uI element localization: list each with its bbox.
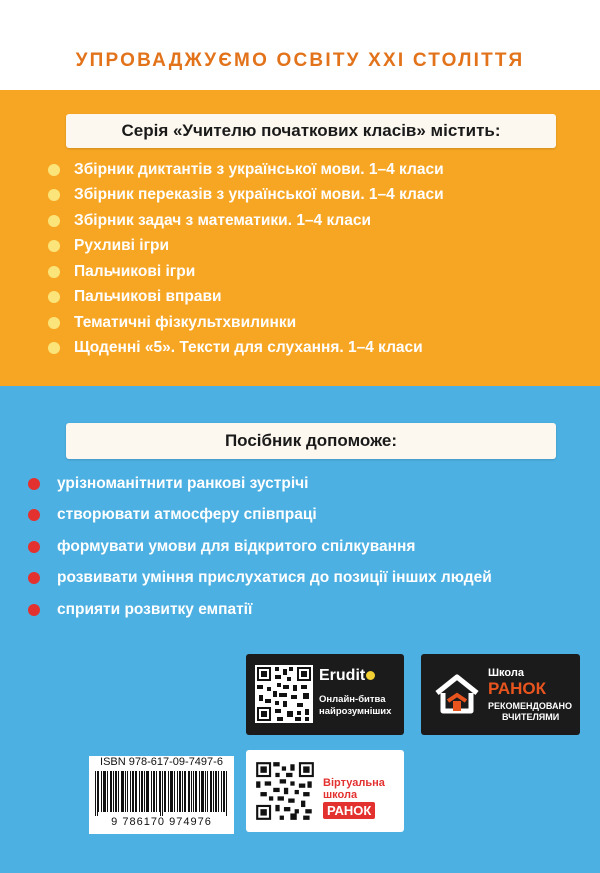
house-logo-icon xyxy=(433,671,481,724)
benefits-list xyxy=(28,468,492,626)
barcode-bar xyxy=(130,771,131,812)
barcode-bar xyxy=(147,771,148,812)
series-list xyxy=(48,157,444,361)
barcode-bar xyxy=(107,771,108,812)
list-item: Збірник переказів з української мови. 1–4 класи xyxy=(48,183,444,209)
bullet-dot-icon xyxy=(28,509,40,521)
barcode-bar xyxy=(211,771,212,812)
barcode-bar xyxy=(203,771,204,812)
barcode-bar xyxy=(180,771,181,812)
barcode-bar xyxy=(182,771,183,812)
virtual-school-label: Віртуальна школа xyxy=(323,777,385,801)
barcode-bar xyxy=(111,771,112,812)
ranok-name: РАНОК xyxy=(488,679,546,698)
series-heading: Серія «Учителю початкових класів» містить: xyxy=(66,114,556,148)
barcode-bar xyxy=(165,771,166,812)
barcode-bar xyxy=(202,771,203,812)
barcode-bar xyxy=(98,771,99,812)
barcode-bar xyxy=(170,771,171,812)
bullet-dot-icon xyxy=(28,478,40,490)
bullet-dot-icon xyxy=(48,317,60,329)
barcode-bar xyxy=(125,771,126,812)
list-item: Пальчикові вправи xyxy=(48,285,444,311)
barcode-bar xyxy=(196,771,197,812)
list-item: створювати атмосферу співпраці xyxy=(28,500,492,532)
barcode-bar xyxy=(103,771,104,812)
list-item: Збірник диктантів з української мови. 1–4 класи xyxy=(48,157,444,183)
barcode-bar xyxy=(113,771,114,812)
barcode-bar xyxy=(221,771,222,812)
barcode-bar xyxy=(154,771,155,812)
barcode-bar xyxy=(121,771,122,812)
barcode-bar xyxy=(184,771,185,812)
barcode-bar xyxy=(193,771,194,812)
barcode-bar xyxy=(174,771,175,812)
qr-code-icon xyxy=(255,665,313,723)
bullet-dot-icon xyxy=(48,291,60,303)
barcode-bar xyxy=(177,771,178,812)
barcode-bar xyxy=(164,771,165,812)
barcode-bar xyxy=(160,771,161,816)
barcode-bar xyxy=(136,771,137,812)
list-item: сприяти розвитку емпатії xyxy=(28,594,492,626)
list-item: розвивати уміння прислухатися до позиції інших людей xyxy=(28,563,492,595)
barcode-bar xyxy=(141,771,142,812)
barcode-bar xyxy=(144,771,145,812)
barcode-bar xyxy=(172,771,173,812)
barcode-bar xyxy=(153,771,154,812)
barcode-bar xyxy=(224,771,225,812)
barcode-bar xyxy=(201,771,202,812)
list-item: Пальчикові ігри xyxy=(48,259,444,285)
barcode-bar xyxy=(142,771,143,812)
bullet-dot-icon xyxy=(28,541,40,553)
barcode-bar xyxy=(207,771,208,812)
barcode-bar xyxy=(132,771,133,812)
erudito-brand: Erudit xyxy=(319,667,375,685)
barcode-bar xyxy=(210,771,211,812)
barcode-bar xyxy=(199,771,200,812)
bullet-dot-icon xyxy=(48,189,60,201)
isbn-text: ISBN 978-617-09-7497-6 xyxy=(100,756,223,768)
barcode-bar xyxy=(179,771,180,812)
bullet-dot-icon xyxy=(48,342,60,354)
benefits-heading: Посібник допоможе: xyxy=(66,423,556,459)
barcode-bar xyxy=(135,771,136,812)
virtual-school-badge xyxy=(246,750,404,832)
barcode-bar xyxy=(139,771,140,812)
barcode-bar xyxy=(218,771,219,812)
barcode-bar xyxy=(185,771,186,812)
barcode-bar xyxy=(195,771,196,812)
list-item: Щоденні «5». Тексти для слухання. 1–4 класи xyxy=(48,336,444,362)
barcode-bar xyxy=(101,771,102,812)
virtual-school-brand: РАНОК xyxy=(323,802,375,819)
barcode-bar xyxy=(104,771,105,812)
barcode-bars-icon xyxy=(95,771,228,816)
barcode-bar xyxy=(133,771,134,812)
bullet-dot-icon xyxy=(48,164,60,176)
list-item: урізноманітнити ранкові зустрічі xyxy=(28,468,492,500)
bullet-dot-icon xyxy=(28,572,40,584)
barcode-bar xyxy=(156,771,157,812)
list-item: Тематичні фізкультхвилинки xyxy=(48,310,444,336)
barcode-bar xyxy=(115,771,116,812)
barcode-bar xyxy=(189,771,190,812)
barcode-bar xyxy=(171,771,172,812)
barcode-bar xyxy=(188,771,189,812)
bullet-dot-icon xyxy=(48,266,60,278)
barcode-bar xyxy=(205,771,206,812)
barcode-bar xyxy=(213,771,214,812)
erudito-o-dot-icon xyxy=(366,671,375,680)
barcode-bar xyxy=(116,771,117,812)
barcode-bar xyxy=(159,771,160,812)
isbn-barcode xyxy=(89,756,234,834)
barcode-bar xyxy=(148,771,149,812)
barcode-bar xyxy=(223,771,224,812)
qr-code-icon xyxy=(254,760,316,822)
barcode-bar xyxy=(95,771,96,816)
barcode-bar xyxy=(123,771,124,812)
barcode-bar xyxy=(118,771,119,812)
barcode-bar xyxy=(191,771,192,812)
barcode-bar xyxy=(110,771,111,812)
barcode-bar xyxy=(168,771,169,812)
barcode-bar xyxy=(146,771,147,812)
barcode-bar xyxy=(216,771,217,812)
barcode-bar xyxy=(215,771,216,812)
school-ranok-badge xyxy=(421,654,580,735)
erudito-tagline: Онлайн-битва найрозумніших xyxy=(319,694,392,717)
barcode-bar xyxy=(162,771,163,816)
barcode-bar xyxy=(97,771,98,816)
cover-slogan: УПРОВАДЖУЄМО ОСВІТУ XXI СТОЛІТТЯ xyxy=(75,50,525,71)
list-item: Збірник задач з математики. 1–4 класи xyxy=(48,208,444,234)
barcode-bar xyxy=(127,771,128,812)
ranok-recommendation: РЕКОМЕНДОВАНО ВЧИТЕЛЯМИ xyxy=(488,701,572,722)
barcode-bar xyxy=(226,771,227,816)
list-item: Рухливі ігри xyxy=(48,234,444,260)
list-item: формувати умови для відкритого спілкування xyxy=(28,531,492,563)
barcode-bar xyxy=(122,771,123,812)
bullet-dot-icon xyxy=(28,604,40,616)
ranok-school-label: Школа xyxy=(488,667,524,679)
erudito-badge xyxy=(246,654,404,735)
barcode-number: 9 786170 974976 xyxy=(111,816,212,828)
bullet-dot-icon xyxy=(48,240,60,252)
barcode-bar xyxy=(105,771,106,812)
bullet-dot-icon xyxy=(48,215,60,227)
barcode-bar xyxy=(151,771,152,812)
